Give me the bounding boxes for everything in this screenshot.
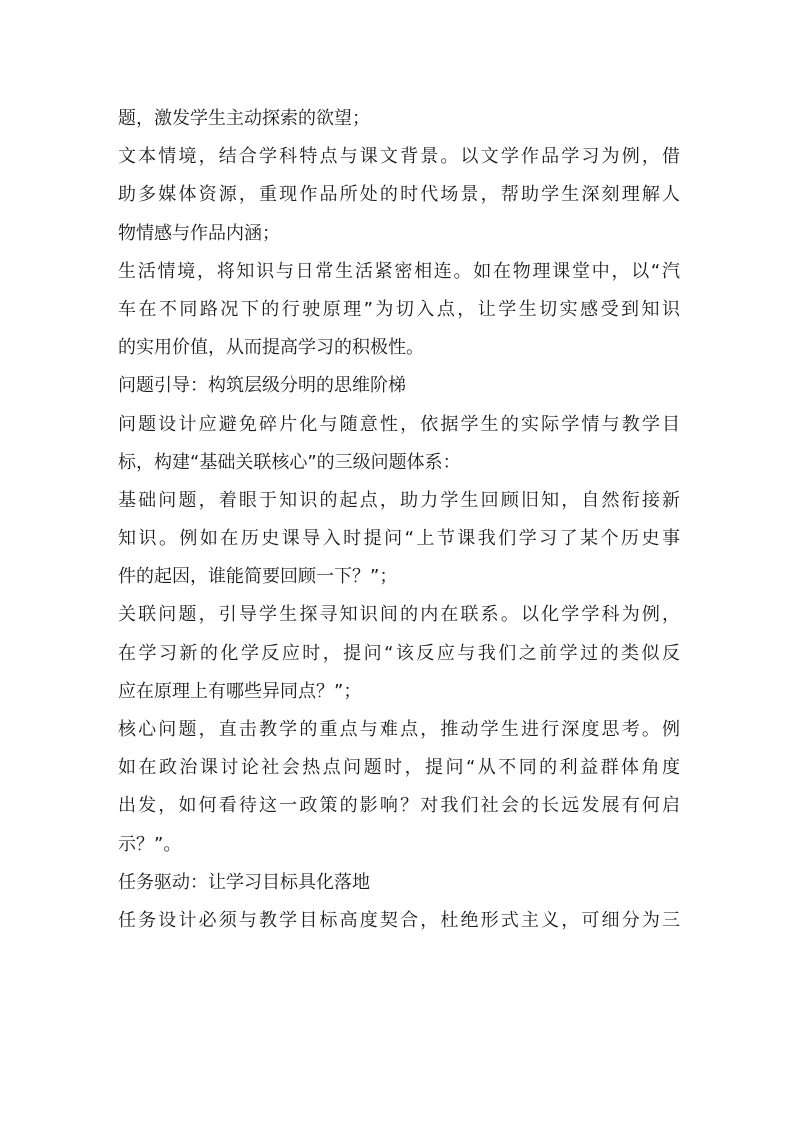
text-line: 出发，如何看待这一政策的影响？对我们社会的长远发展有何启 [118,795,680,817]
text-line: 核心问题，直击教学的重点与难点，推动学生进行深度思考。例 [118,719,680,740]
section-heading: 问题引导：构筑层级分明的思维阶梯 [118,375,406,397]
text-line: 如在政治课讨论社会热点问题时，提问“从不同的利益群体角度 [118,757,680,779]
text-line: 的实用价值，从而提高学习的积极性。 [118,337,424,359]
text-line: 题，激发学生主动探索的欲望； [118,108,370,129]
text-line: 应在原理上有哪些异同点？”； [118,680,362,702]
text-line: 在学习新的化学反应时，提问“该反应与我们之前学过的类似反 [118,642,680,664]
text-line: 生活情境，将知识与日常生活紧密相连。如在物理课堂中，以“汽 [118,260,680,282]
text-line: 示？”。 [118,833,182,855]
section-heading: 任务驱动：让学习目标具化落地 [118,871,370,893]
text-line: 物情感与作品内涵； [118,222,280,244]
text-line: 关联问题，引导学生探寻知识间的内在联系。以化学学科为例， [118,604,680,626]
text-line: 车在不同路况下的行驶原理”为切入点，让学生切实感受到知识 [118,298,680,320]
text-line: 基础问题，着眼于知识的起点，助力学生回顾旧知，自然衔接新 [118,489,680,511]
text-line: 问题设计应避免碎片化与随意性，依据学生的实际学情与教学目 [118,413,680,435]
text-line: 文本情境，结合学科特点与课文背景。以文学作品学习为例，借 [118,146,680,168]
text-line: 任务设计必须与教学目标高度契合，杜绝形式主义，可细分为三 [118,909,680,931]
text-line: 标，构建“基础关联核心”的三级问题体系： [118,451,461,473]
text-line: 助多媒体资源，重现作品所处的时代场景，帮助学生深刻理解人 [118,184,680,206]
text-line: 知识。例如在历史课导入时提问“上节课我们学习了某个历史事 [118,528,680,550]
text-line: 件的起因，谁能简要回顾一下？”； [118,566,398,588]
document-body [118,100,680,940]
